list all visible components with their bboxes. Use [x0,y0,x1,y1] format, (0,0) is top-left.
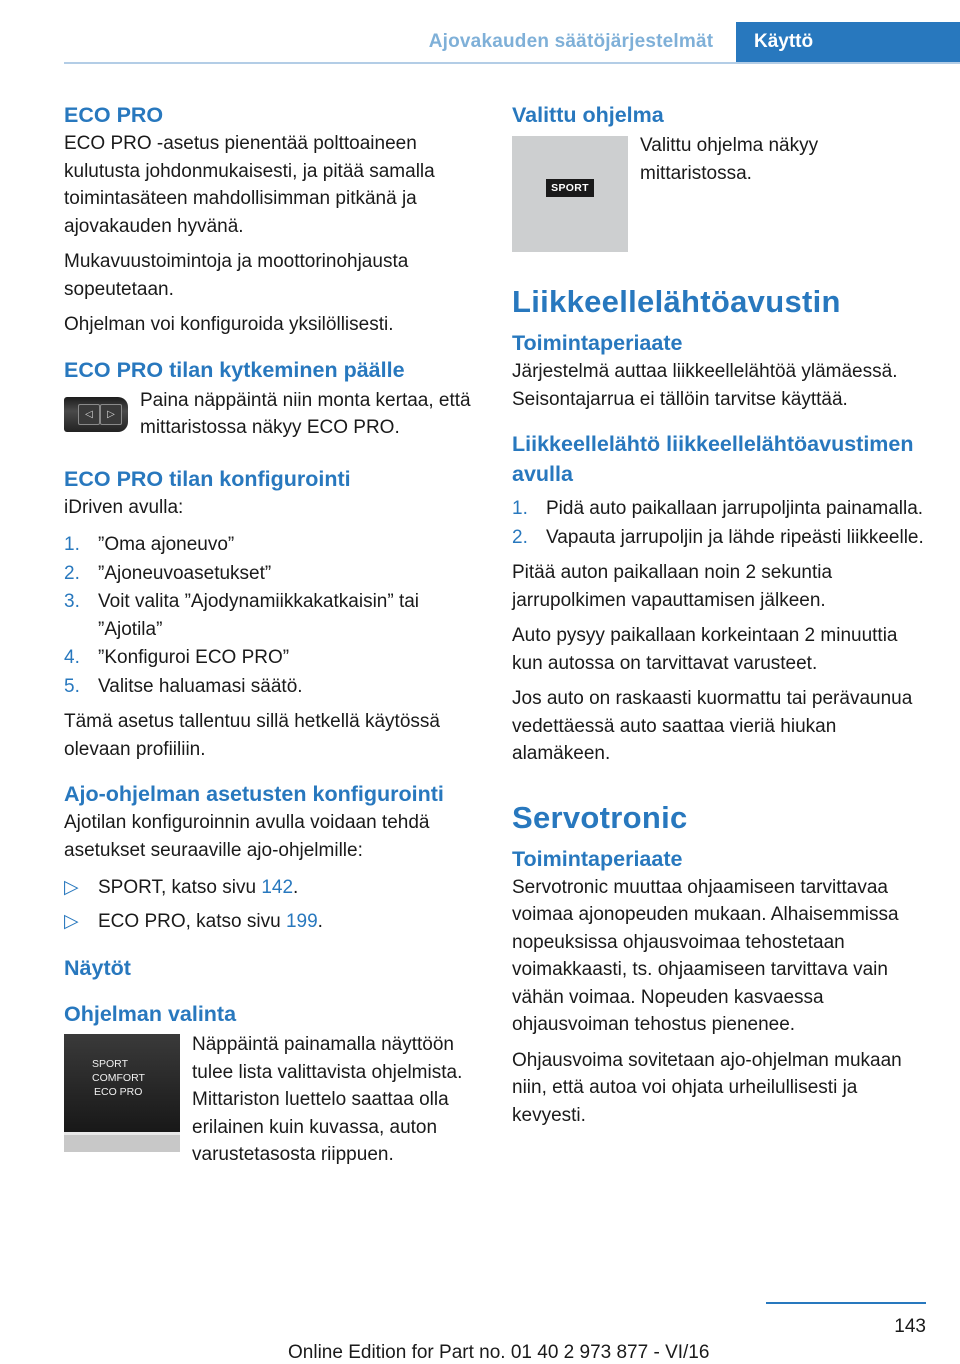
servotronic-heading: Servotronic [512,799,688,835]
list-item: 5. Valitse haluamasi säätö. [64,675,303,697]
drive-program-list [64,874,474,935]
sport-badge: SPORT [546,179,594,197]
list-item: 1. Pidä auto paikallaan jarrupoljinta painamalla. [512,498,924,519]
hill-start-assist-heading: Liikkeellelähtöavustin [512,284,841,319]
left-column [64,100,474,1169]
list-item: 2. Vapauta jarrupoljin ja lähde ripeästi liikkeelle. [512,526,924,548]
eco-pro-activate-text: Paina näppäintä niin monta kertaa, että mittaristossa näkyy ECO PRO. [140,389,471,438]
program-selection-heading: Ohjelman valinta [64,1002,237,1026]
page-link-199[interactable]: 199 [285,910,318,932]
eco-pro-paragraph-2: Mukavuustoimintoja ja moottorinohjausta sopeutetaan. [64,251,409,300]
footer-edition: Online Edition for Part no. 01 40 2 973 877 - VI/16 [288,1342,710,1363]
eco-pro-heading: ECO PRO [64,103,164,127]
hill-start-howto-heading: Liikkeellelähtö liikkeellelähtöavustimen avulla [512,432,914,486]
screen-mode-eco-pro: ECO PRO [94,1086,143,1098]
eco-pro-activate-heading: ECO PRO tilan kytkeminen päälle [64,357,405,382]
header-section-title: Ajovakauden säätöjärjestelmät [428,31,714,52]
list-item: ▷ ECO PRO, katso sivu 199. [64,908,474,936]
eco-pro-config-steps [64,531,474,700]
eco-pro-paragraph-1: ECO PRO -asetus pienentää polttoaineen kulutusta johdonmukaisesti, ja pitää samalla toimintasäteen mahdollisimman pitkänä ja ajovakauden hyvänä. [64,133,435,237]
hill-start-principle-heading: Toimintaperiaate [512,331,683,355]
right-column [512,100,926,1137]
page-number: 143 [894,1316,926,1337]
selected-program-screen-image [512,136,628,252]
eco-pro-config-heading: ECO PRO tilan konfigurointi [64,466,351,491]
eco-pro-activate-figure [64,387,474,442]
triangle-bullet-icon: ▷ [64,877,79,898]
displays-heading: Näytöt [64,956,131,980]
page-link-142[interactable]: 142 [261,877,294,898]
hill-start-paragraph-2: Auto pysyy paikallaan korkeintaan 2 minuuttia kun autossa on tarvittavat varusteet. [512,625,898,674]
servotronic-principle-heading: Toimintaperiaate [512,846,683,871]
eco-pro-config-note: Tämä asetus tallentuu sillä hetkellä käytössä olevaan profiiliin. [64,711,440,760]
hill-start-paragraph-3: Jos auto on raskaasti kuormattu tai perävaunua vedettäessä auto saattaa vieriä hiukan alamäkeen. [512,688,913,764]
screen-mode-sport: SPORT [92,1058,128,1070]
selected-program-text: Valittu ohjelma näkyy mittaristossa. [640,135,819,184]
list-item: 1. ”Oma ajoneuvo” [64,534,235,555]
hill-start-steps [512,495,926,551]
drive-program-config-intro: Ajotilan konfiguroinnin avulla voidaan tehdä asetukset seuraaville ajo-ohjelmille: [64,812,430,861]
program-selection-text: Näppäintä painamalla näyttöön tulee lista valittavista ohjelmista. Mittariston luettelo saattaa olla erilainen kuin kuvassa, auton varustetasosta riippuen. [192,1034,463,1165]
switch-right-arrow-icon: ▷ [100,404,122,425]
selected-program-heading: Valittu ohjelma [512,103,664,127]
list-item: 4. ”Konfiguroi ECO PRO” [64,647,290,668]
page-header [0,22,960,64]
program-selection-figure [64,1031,474,1169]
drive-program-config-heading: Ajo-ohjelman asetusten konfigurointi [64,782,444,806]
screen-mode-comfort: COMFORT [92,1072,145,1084]
header-divider [64,62,960,64]
hill-start-principle-text: Järjestelmä auttaa liikkeellelähtöä ylämäessä. Seisontajarrua ei tällöin tarvitse käyttää. [512,361,898,410]
program-list-screen-image [64,1034,180,1152]
list-item: 3. Voit valita ”Ajodynamiikkakatkaisin” tai ”Ajotila” [64,591,420,640]
servotronic-paragraph-1: Servotronic muuttaa ohjaamiseen tarvittavaa voimaa ajonopeuden mukaan. Alhaisemmissa nopeuksissa ohjausvoimaa tehostetaan voimakkaasti, ts. ohjaamiseen tarvittava vain vähän voimaa. Nopeuden kasvaessa ohjausvoiman tehostus pienenee. [512,876,899,1035]
header-chapter-tab: Käyttö [736,22,960,62]
hill-start-paragraph-1: Pitää auton paikallaan noin 2 sekuntia jarrupolkimen vapauttamisen jälkeen. [512,562,833,611]
driving-dynamics-switch-image [64,397,128,432]
selected-program-figure [512,132,926,252]
list-item: 2. ”Ajoneuvoasetukset” [64,562,272,584]
servotronic-paragraph-2: Ohjausvoima sovitetaan ajo-ohjelman mukaan niin, että autoa voi ohjata urheilullisesti ja kevyesti. [512,1049,902,1126]
eco-pro-config-intro: iDriven avulla: [64,496,184,518]
eco-pro-paragraph-3: Ohjelman voi konfiguroida yksilöllisesti. [64,314,394,335]
list-item: ▷ SPORT, katso sivu 142. [64,874,474,902]
footer-divider [766,1302,926,1304]
triangle-bullet-icon: ▷ [64,910,79,932]
switch-left-arrow-icon: ◁ [78,404,100,425]
